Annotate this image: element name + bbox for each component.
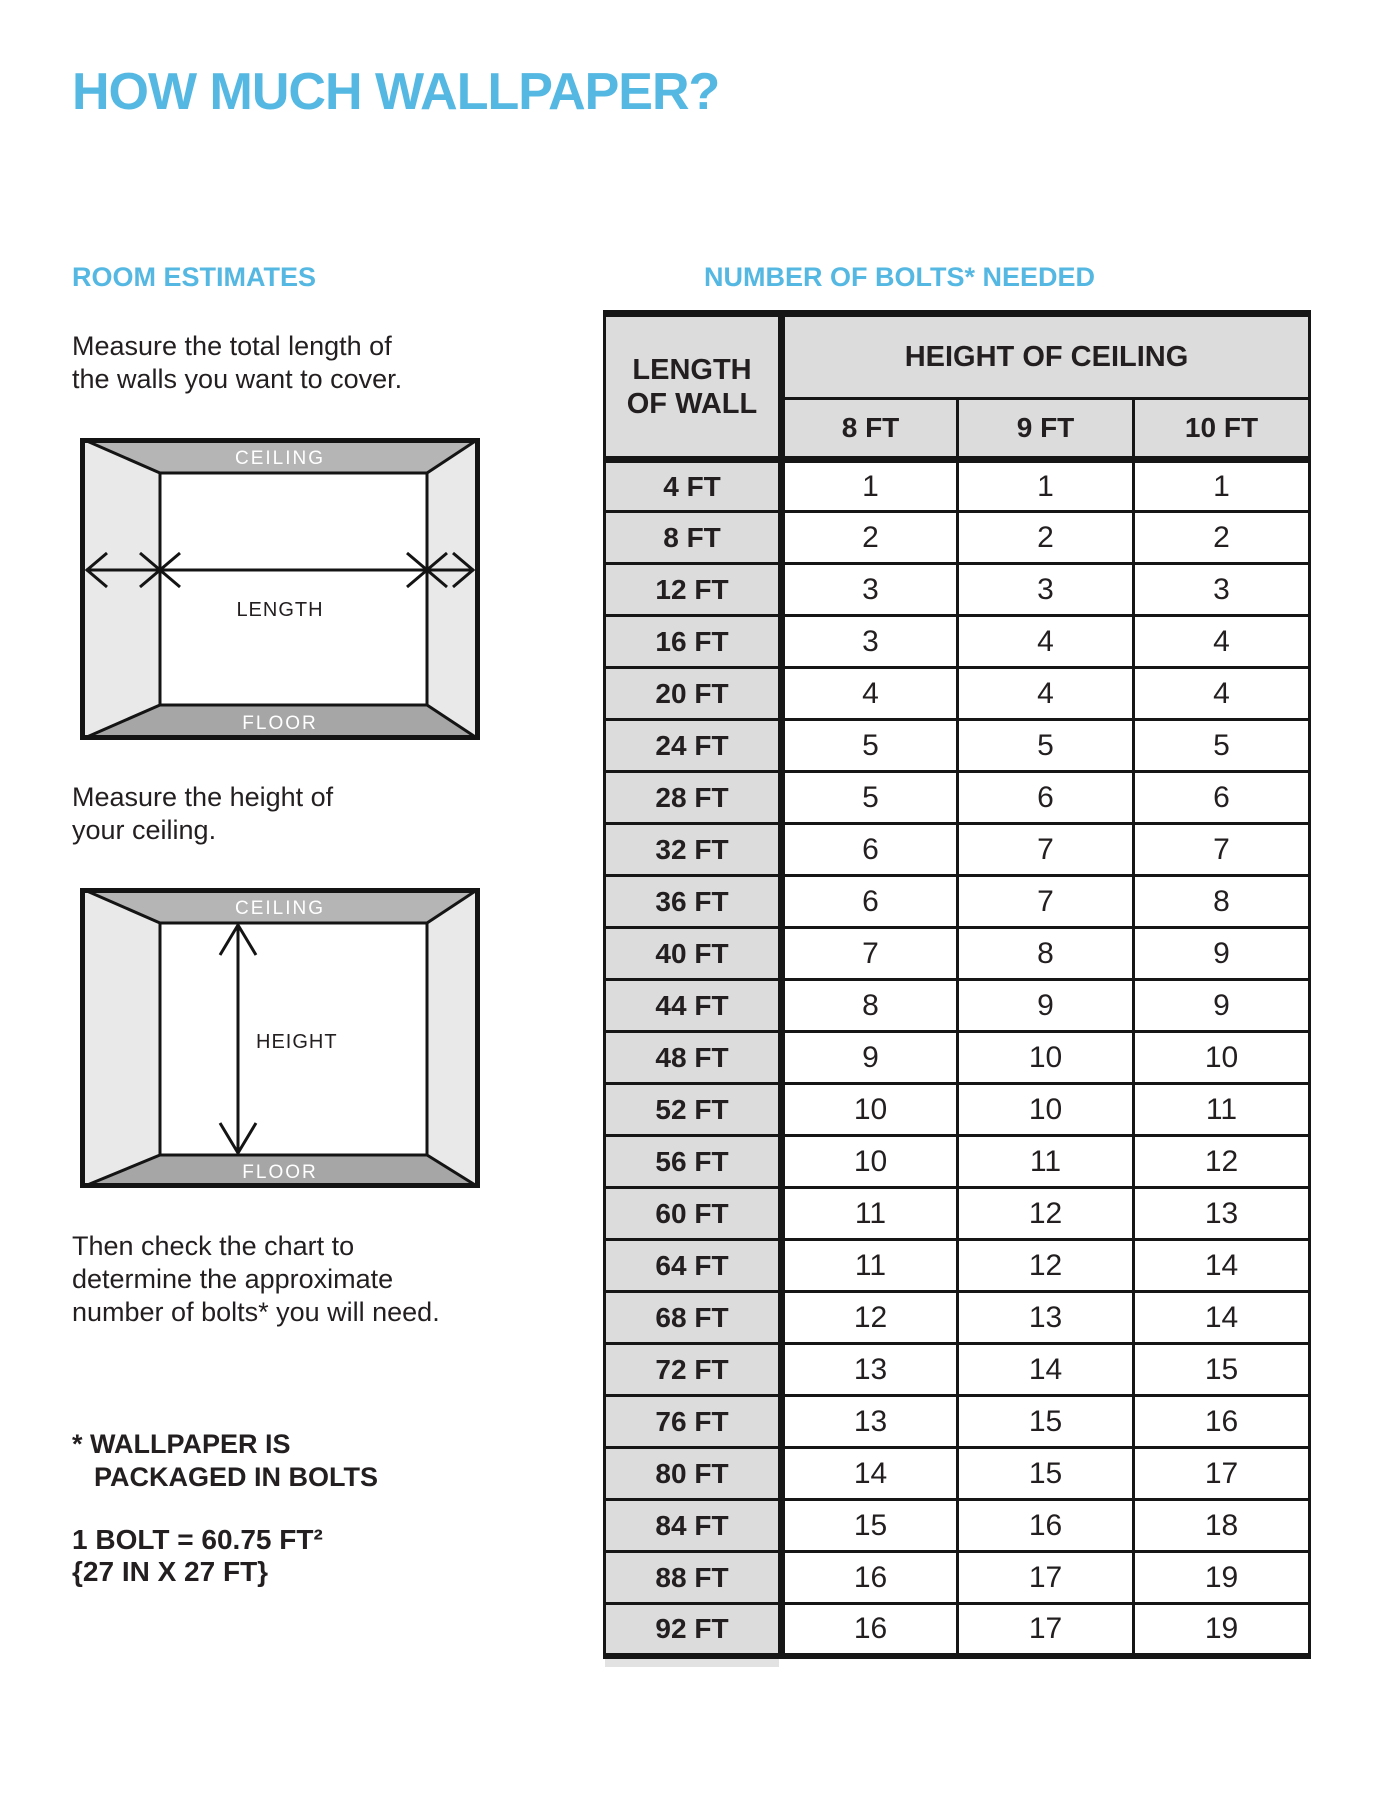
table-row <box>605 772 1310 824</box>
row-label: 56 FT <box>605 1136 782 1188</box>
column-header-8ft: 8 FT <box>782 399 958 460</box>
row-label: 44 FT <box>605 980 782 1032</box>
instruction-line: your ceiling. <box>72 815 217 845</box>
instruction-measure-height <box>72 781 333 847</box>
cell-9ft: 12 <box>958 1188 1134 1240</box>
cell-8ft: 3 <box>782 564 958 616</box>
row-label: 72 FT <box>605 1344 782 1396</box>
instruction-check-chart <box>72 1230 440 1329</box>
cell-10ft: 6 <box>1134 772 1310 824</box>
cell-10ft: 9 <box>1134 980 1310 1032</box>
row-header-line: LENGTH <box>632 353 752 386</box>
instruction-measure-length <box>72 330 402 396</box>
cell-8ft: 7 <box>782 928 958 980</box>
left-wall-face <box>80 888 160 1188</box>
cell-8ft: 1 <box>782 460 958 512</box>
table-row <box>605 1240 1310 1292</box>
cell-10ft: 8 <box>1134 876 1310 928</box>
cell-9ft: 1 <box>958 460 1134 512</box>
left-wall-face <box>80 438 160 740</box>
table-row <box>605 460 1310 512</box>
cell-9ft: 10 <box>958 1084 1134 1136</box>
instruction-line: the walls you want to cover. <box>72 364 403 394</box>
cell-8ft: 8 <box>782 980 958 1032</box>
cell-8ft: 10 <box>782 1084 958 1136</box>
table-row <box>605 1292 1310 1344</box>
table-row <box>605 564 1310 616</box>
cell-10ft: 13 <box>1134 1188 1310 1240</box>
instruction-line: Measure the height of <box>72 782 334 812</box>
bolts-table-container <box>603 310 1308 1667</box>
bolts-table-body <box>605 460 1310 1656</box>
row-label: 24 FT <box>605 720 782 772</box>
cell-9ft: 10 <box>958 1032 1134 1084</box>
table-row <box>605 980 1310 1032</box>
cell-8ft: 16 <box>782 1604 958 1656</box>
cell-9ft: 17 <box>958 1552 1134 1604</box>
cell-10ft: 14 <box>1134 1240 1310 1292</box>
table-row <box>605 1084 1310 1136</box>
cell-9ft: 2 <box>958 512 1134 564</box>
cell-9ft: 16 <box>958 1500 1134 1552</box>
table-row <box>605 720 1310 772</box>
row-label: 88 FT <box>605 1552 782 1604</box>
row-label: 32 FT <box>605 824 782 876</box>
row-label: 28 FT <box>605 772 782 824</box>
instruction-line: number of bolts* you will need. <box>72 1297 440 1327</box>
table-bottom-shadow <box>605 1659 779 1667</box>
cell-9ft: 9 <box>958 980 1134 1032</box>
ceiling-label: CEILING <box>234 448 326 469</box>
instruction-line: determine the approximate <box>72 1264 394 1294</box>
bolt-info-line: {27 IN X 27 FT} <box>72 1556 269 1587</box>
table-row <box>605 512 1310 564</box>
cell-8ft: 11 <box>782 1188 958 1240</box>
cell-8ft: 11 <box>782 1240 958 1292</box>
column-header-10ft: 10 FT <box>1134 399 1310 460</box>
table-row <box>605 824 1310 876</box>
cell-8ft: 4 <box>782 668 958 720</box>
row-label: 84 FT <box>605 1500 782 1552</box>
length-diagram-svg <box>80 438 480 740</box>
cell-8ft: 2 <box>782 512 958 564</box>
instruction-line: Then check the chart to <box>72 1231 355 1261</box>
cell-10ft: 1 <box>1134 460 1310 512</box>
ceiling-label: CEILING <box>234 898 326 919</box>
table-row <box>605 1552 1310 1604</box>
row-label: 8 FT <box>605 512 782 564</box>
back-wall <box>160 473 427 705</box>
cell-10ft: 15 <box>1134 1344 1310 1396</box>
row-label: 52 FT <box>605 1084 782 1136</box>
bolt-size-info <box>72 1524 323 1588</box>
cell-9ft: 6 <box>958 772 1134 824</box>
bolts-table <box>603 310 1311 1659</box>
table-row <box>605 668 1310 720</box>
cell-10ft: 5 <box>1134 720 1310 772</box>
column-group-header: HEIGHT OF CEILING <box>782 314 1310 399</box>
cell-9ft: 11 <box>958 1136 1134 1188</box>
cell-10ft: 9 <box>1134 928 1310 980</box>
cell-10ft: 19 <box>1134 1604 1310 1656</box>
cell-10ft: 16 <box>1134 1396 1310 1448</box>
row-header-title <box>605 314 782 460</box>
table-row <box>605 1188 1310 1240</box>
table-row <box>605 1396 1310 1448</box>
cell-8ft: 9 <box>782 1032 958 1084</box>
cell-10ft: 4 <box>1134 668 1310 720</box>
cell-10ft: 14 <box>1134 1292 1310 1344</box>
row-header-line: OF WALL <box>626 387 758 420</box>
table-row <box>605 616 1310 668</box>
row-label: 20 FT <box>605 668 782 720</box>
cell-8ft: 6 <box>782 824 958 876</box>
row-label: 64 FT <box>605 1240 782 1292</box>
cell-8ft: 5 <box>782 720 958 772</box>
cell-8ft: 5 <box>782 772 958 824</box>
cell-8ft: 16 <box>782 1552 958 1604</box>
cell-8ft: 15 <box>782 1500 958 1552</box>
cell-9ft: 7 <box>958 824 1134 876</box>
cell-9ft: 15 <box>958 1448 1134 1500</box>
cell-9ft: 8 <box>958 928 1134 980</box>
row-label: 36 FT <box>605 876 782 928</box>
cell-10ft: 4 <box>1134 616 1310 668</box>
row-label: 48 FT <box>605 1032 782 1084</box>
row-label: 16 FT <box>605 616 782 668</box>
height-label: HEIGHT <box>256 1031 338 1053</box>
row-label: 60 FT <box>605 1188 782 1240</box>
cell-9ft: 5 <box>958 720 1134 772</box>
table-row <box>605 1448 1310 1500</box>
table-row <box>605 1604 1310 1656</box>
floor-label: FLOOR <box>242 713 318 734</box>
cell-10ft: 2 <box>1134 512 1310 564</box>
cell-9ft: 17 <box>958 1604 1134 1656</box>
cell-10ft: 3 <box>1134 564 1310 616</box>
cell-8ft: 6 <box>782 876 958 928</box>
cell-10ft: 7 <box>1134 824 1310 876</box>
table-row <box>605 1136 1310 1188</box>
length-diagram <box>80 438 480 740</box>
cell-9ft: 4 <box>958 668 1134 720</box>
wallpaper-bolts-footnote <box>72 1428 378 1494</box>
cell-9ft: 15 <box>958 1396 1134 1448</box>
cell-10ft: 18 <box>1134 1500 1310 1552</box>
cell-8ft: 3 <box>782 616 958 668</box>
cell-9ft: 14 <box>958 1344 1134 1396</box>
cell-10ft: 10 <box>1134 1032 1310 1084</box>
cell-9ft: 12 <box>958 1240 1134 1292</box>
cell-10ft: 17 <box>1134 1448 1310 1500</box>
right-wall-face <box>427 888 480 1188</box>
table-row <box>605 1344 1310 1396</box>
bolt-info-line: 1 BOLT = 60.75 FT² <box>72 1524 323 1555</box>
cell-9ft: 4 <box>958 616 1134 668</box>
row-label: 92 FT <box>605 1604 782 1656</box>
instruction-line: Measure the total length of <box>72 331 392 361</box>
row-label: 76 FT <box>605 1396 782 1448</box>
cell-10ft: 11 <box>1134 1084 1310 1136</box>
cell-9ft: 13 <box>958 1292 1134 1344</box>
column-header-9ft: 9 FT <box>958 399 1134 460</box>
cell-8ft: 14 <box>782 1448 958 1500</box>
row-label: 80 FT <box>605 1448 782 1500</box>
table-row <box>605 1032 1310 1084</box>
cell-10ft: 19 <box>1134 1552 1310 1604</box>
floor-label: FLOOR <box>242 1162 318 1183</box>
row-label: 4 FT <box>605 460 782 512</box>
right-wall-face <box>427 438 480 740</box>
cell-8ft: 13 <box>782 1344 958 1396</box>
table-row <box>605 1500 1310 1552</box>
row-label: 40 FT <box>605 928 782 980</box>
height-diagram <box>80 888 480 1188</box>
cell-8ft: 12 <box>782 1292 958 1344</box>
table-row <box>605 928 1310 980</box>
table-row <box>605 876 1310 928</box>
cell-10ft: 12 <box>1134 1136 1310 1188</box>
table-header-row-group <box>605 314 1310 399</box>
row-label: 68 FT <box>605 1292 782 1344</box>
cell-8ft: 10 <box>782 1136 958 1188</box>
bolts-needed-heading: NUMBER OF BOLTS* NEEDED <box>704 262 1096 292</box>
page-title: HOW MUCH WALLPAPER? <box>72 63 720 121</box>
footnote-line: * WALLPAPER IS <box>72 1429 291 1459</box>
row-label: 12 FT <box>605 564 782 616</box>
cell-9ft: 3 <box>958 564 1134 616</box>
footnote-line: PACKAGED IN BOLTS <box>94 1462 379 1492</box>
room-estimates-heading: ROOM ESTIMATES <box>72 262 317 292</box>
length-label: LENGTH <box>236 599 324 621</box>
cell-8ft: 13 <box>782 1396 958 1448</box>
height-diagram-svg <box>80 888 480 1188</box>
cell-9ft: 7 <box>958 876 1134 928</box>
